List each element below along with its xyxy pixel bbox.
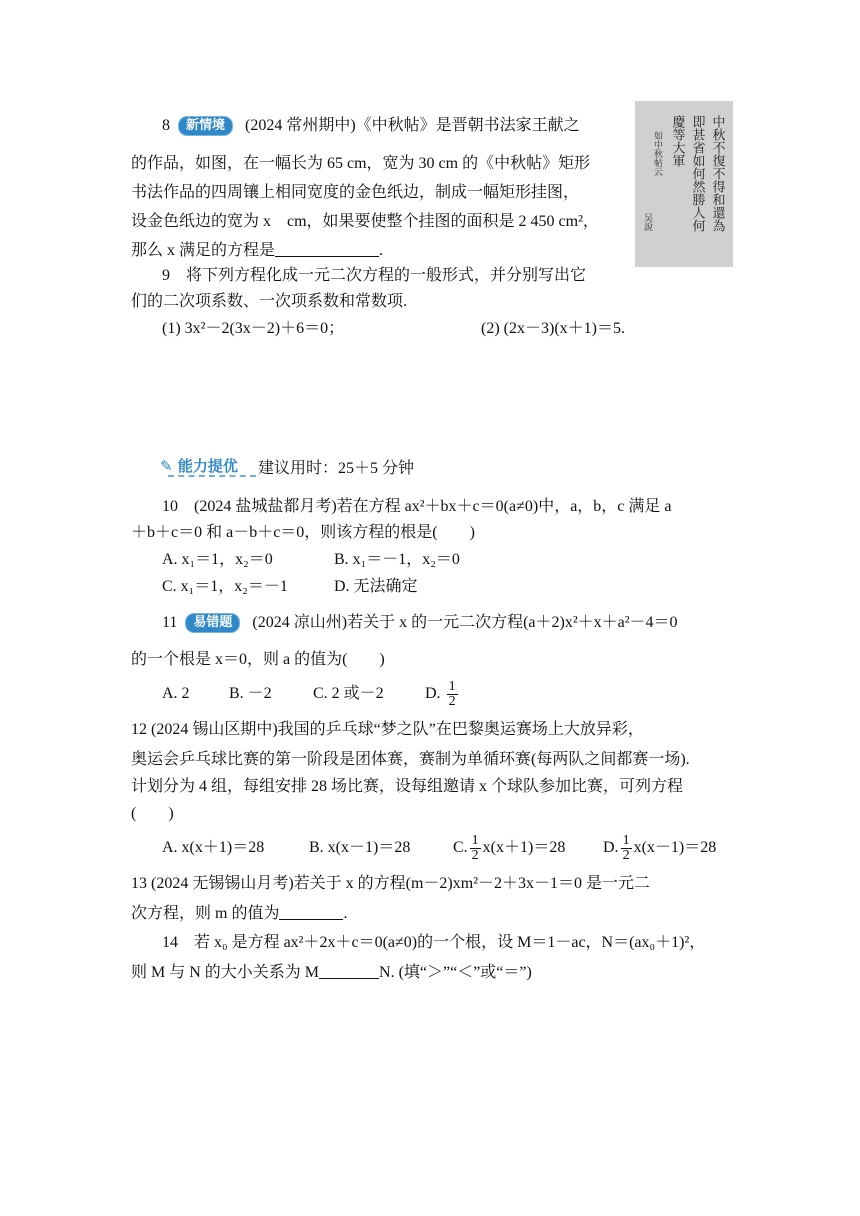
q9-line1 <box>162 266 586 286</box>
q12-line4: ( ) <box>131 805 174 822</box>
q10-number: 10 <box>162 498 178 515</box>
q14-line2 <box>131 963 532 983</box>
q11-option-a[interactable]: A. 2 <box>162 685 190 702</box>
q11-fraction <box>447 680 458 709</box>
q9-text-1: 将下列方程化成一元二次方程的一般形式，并分别写出它 <box>186 267 587 284</box>
q12-line1: 12 (2024 锡山区期中)我国的乒乓球“梦之队”在巴黎奥运赛场上大放异彩， <box>131 721 644 738</box>
q12-line2: 奥运会乒乓球比赛的第一阶段是团体赛，赛制为单循环赛(每两队之间都赛一场). <box>131 751 690 768</box>
q12-option-c-text: x(x＋1)＝28 <box>482 839 566 856</box>
q11-option-d-label: D. <box>425 685 441 702</box>
q10-option-d[interactable]: D. 无法确定 <box>334 578 418 595</box>
q12-option-d-text: x(x－1)＝28 <box>633 839 717 856</box>
calligraphy-drawing <box>635 101 733 267</box>
q12-d-fraction <box>621 834 632 863</box>
calligraphy-image <box>635 101 733 267</box>
calligraphy-col1: 中秋不復不得和還為 <box>709 115 725 232</box>
q13-period: . <box>343 905 348 922</box>
q12-option-d[interactable] <box>603 830 716 866</box>
q10-option-b[interactable]: B. x₁＝－1，x₂＝0 <box>334 551 460 568</box>
q9-line2: 们的二次项系数、一次项系数和常数项. <box>131 293 408 310</box>
calligraphy-col4: 如中秋帖云 <box>652 131 662 176</box>
q12-line3: 计划分为 4 组，每组安排 28 场比赛，设每组邀请 x 个球队参加比赛，可列方程 <box>131 778 684 795</box>
q10-option-c[interactable]: C. x₁＝1，x₂＝－1 <box>162 578 288 595</box>
q12-option-d-label: D. <box>603 839 619 856</box>
q9-number: 9 <box>162 267 170 284</box>
calligraphy-col5: 吴說 <box>642 213 652 231</box>
section-time: 建议用时：25＋5 分钟 <box>258 460 415 477</box>
q11-option-b[interactable]: B. －2 <box>229 685 272 702</box>
new-context-badge: 新情境 <box>178 116 233 136</box>
q12-d-frac-den: 2 <box>622 847 630 863</box>
calligraphy-col2: 即甚省如何然勝人何 <box>689 115 705 232</box>
calligraphy-col3: 慶等大軍 <box>669 115 685 167</box>
q11-option-d[interactable] <box>425 676 460 712</box>
q12-c-frac-num: 1 <box>471 832 479 848</box>
q8-number: 8 <box>162 117 170 134</box>
section-underline <box>168 475 256 477</box>
q12-option-c-label: C. <box>453 839 468 856</box>
q8-line4: 设金色纸边的宽为 x cm，如果要使整个挂图的面积是 2 450 cm²， <box>131 213 599 230</box>
q10-line2: ＋b＋c＝0 和 a－b＋c＝0，则该方程的根是( ) <box>131 524 475 541</box>
section-title: 能力提优 <box>177 457 238 475</box>
q13-answer-blank[interactable] <box>279 919 343 920</box>
q11-line2: 的一个根是 x＝0，则 a 的值为( ) <box>131 651 385 668</box>
q8-text-1: (2024 常州期中)《中秋帖》是晋朝书法家王献之 <box>245 117 580 134</box>
q14-line1 <box>162 933 705 953</box>
q12-d-frac-num: 1 <box>622 832 630 848</box>
q12-c-frac-den: 2 <box>471 847 479 863</box>
q8-line2: 的作品，如图，在一幅长为 65 cm，宽为 30 cm 的《中秋帖》矩形 <box>131 155 591 172</box>
q8-answer-blank[interactable] <box>275 256 379 257</box>
q11-option-c[interactable]: C. 2 或－2 <box>313 685 384 702</box>
q8-line1 <box>162 116 580 136</box>
q12-option-a[interactable]: A. x(x＋1)＝28 <box>162 839 265 856</box>
q10-option-a[interactable]: A. x₁＝1，x₂＝0 <box>162 551 273 568</box>
q11-frac-den: 2 <box>448 693 456 709</box>
q13-text-2: 次方程，则 m 的值为 <box>131 905 280 922</box>
q8-text-5: 那么 x 满足的方程是 <box>131 242 276 259</box>
q12-option-c[interactable] <box>453 830 565 866</box>
pencil-icon: ✎ <box>160 457 173 475</box>
q11-text-1: (2024 凉山州)若关于 x 的一元二次方程(a＋2)x²＋x＋a²－4＝0 <box>252 614 678 631</box>
q14-text-2: 则 M 与 N 的大小关系为 M <box>131 964 320 981</box>
q13-line1: 13 (2024 无锡锡山月考)若关于 x 的方程(m－2)xm²－2＋3x－1＝0 是一元二 <box>131 875 651 892</box>
q14-text-1: 若 x₀ 是方程 ax²＋2x＋c＝0(a≠0)的一个根，设 M＝1－ac，N＝(ax₀＋1)²， <box>194 934 706 951</box>
q8-period: . <box>379 242 384 259</box>
q11-frac-num: 1 <box>448 678 456 694</box>
q8-line5 <box>131 241 383 261</box>
q11-number: 11 <box>162 614 178 631</box>
q9-sub1: (1) 3x²－2(3x－2)＋6＝0； <box>162 320 345 337</box>
section-header <box>160 455 238 476</box>
q14-text-3: N. (填“＞”“＜”或“＝”) <box>379 964 532 981</box>
q11-line1 <box>162 613 678 633</box>
q12-c-fraction <box>470 834 481 863</box>
q9-sub2: (2) (2x－3)(x＋1)＝5. <box>481 320 625 337</box>
q10-text-1: (2024 盐城盐都月考)若在方程 ax²＋bx＋c＝0(a≠0)中，a，b，c 满足 a <box>194 498 672 515</box>
q14-answer-blank[interactable] <box>319 978 379 979</box>
error-prone-badge: 易错题 <box>185 613 240 633</box>
q13-line2 <box>131 904 347 924</box>
q10-line1 <box>162 497 672 517</box>
q12-option-b[interactable]: B. x(x－1)＝28 <box>309 839 411 856</box>
q14-number: 14 <box>162 934 178 951</box>
q8-line3: 书法作品的四周镶上相同宽度的金色纸边，制成一幅矩形挂图， <box>131 184 580 201</box>
